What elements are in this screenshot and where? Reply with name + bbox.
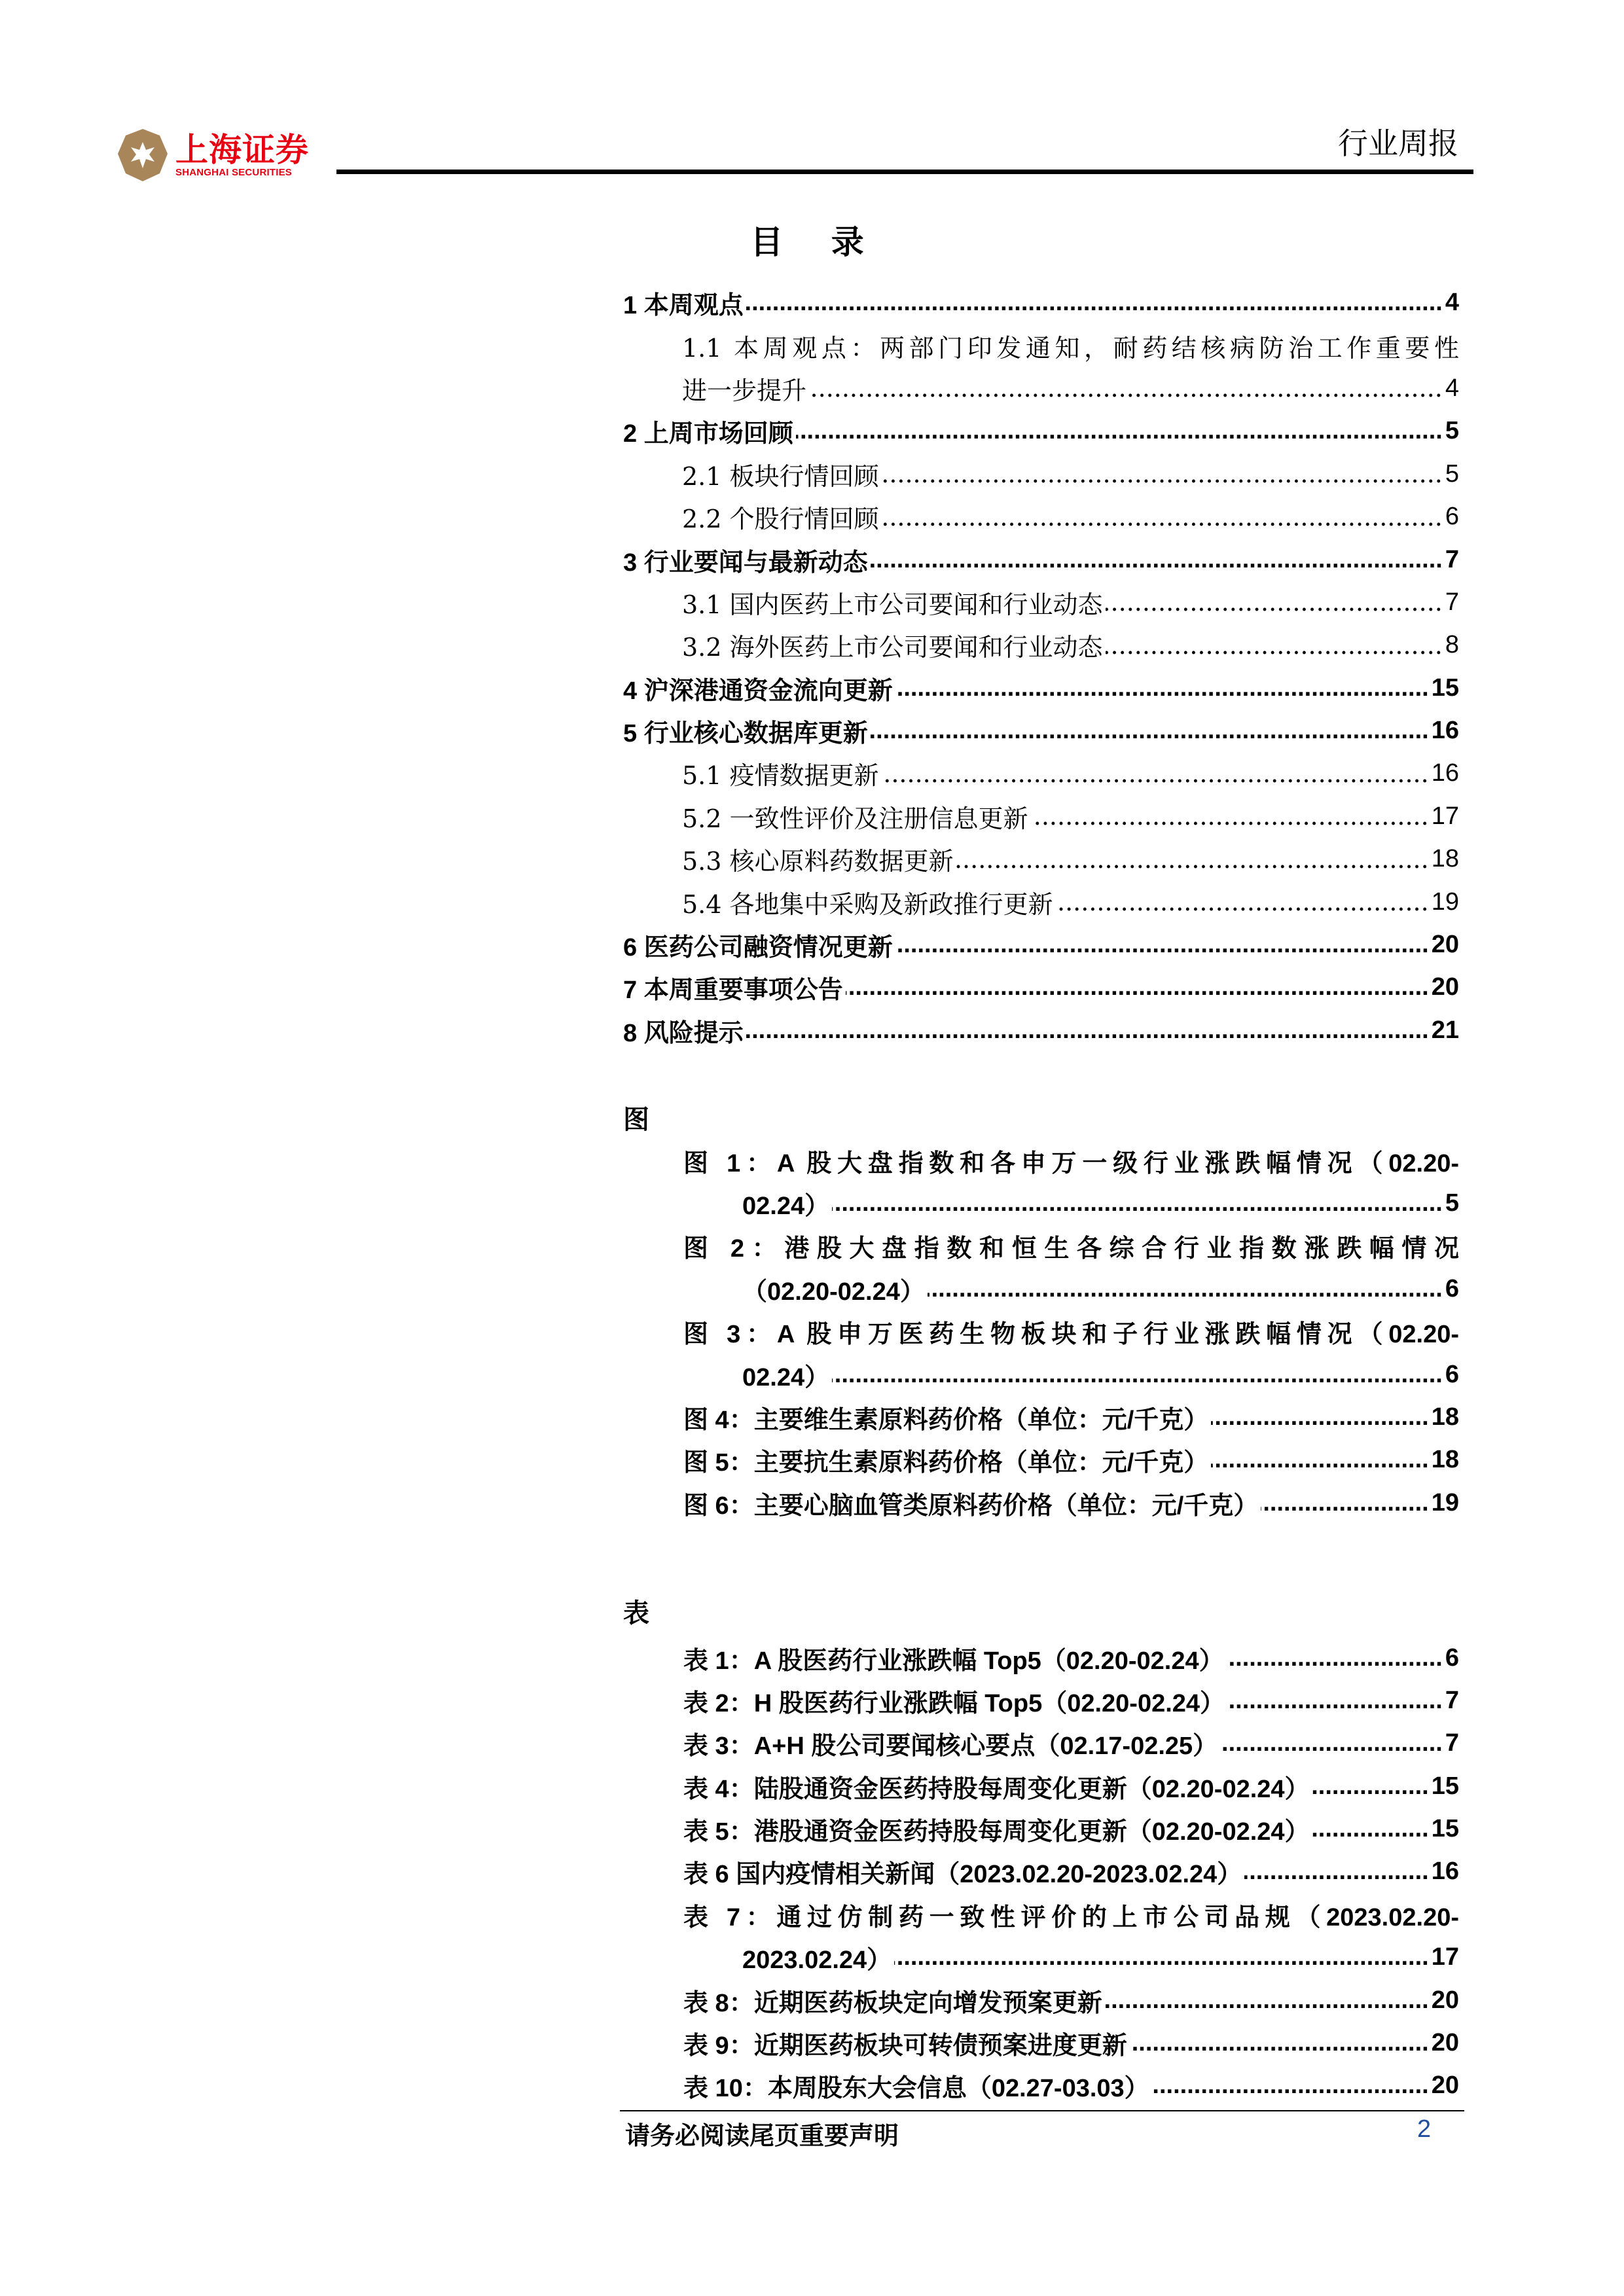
entry-title-continued: （02.20-02.24）	[742, 1278, 925, 1306]
entry-page: 20	[1431, 1986, 1459, 2014]
entry-page: 5	[1445, 1189, 1459, 1217]
entry-page: 16	[1431, 717, 1459, 745]
entry-line	[623, 1936, 1459, 1979]
header-divider	[336, 170, 1473, 174]
entry-title: 5.3 核心原料药数据更新	[682, 847, 954, 876]
entry-title: 1.1 本周观点：两部门印发通知，耐药结核病防治工作重要性	[682, 333, 1459, 363]
entry-title: 表 9：近期医药板块可转债预案进度更新	[683, 2032, 1127, 2060]
logo-chinese-name: 上海证券	[175, 131, 309, 169]
dot-leader	[895, 931, 1429, 959]
table-list-entry[interactable]	[623, 1979, 1459, 2021]
entry-line	[623, 752, 1459, 795]
entry-page: 18	[1431, 1403, 1459, 1431]
entry-title: 3.1 国内医药上市公司要闻和行业动态	[682, 590, 1103, 619]
entry-line	[623, 1310, 1459, 1353]
entry-page: 6	[1445, 1274, 1459, 1302]
report-type: 行业周报	[1338, 126, 1458, 161]
dot-leader	[1031, 802, 1429, 831]
figure-list-entry[interactable]	[623, 1396, 1459, 1439]
entry-page: 7	[1445, 588, 1459, 616]
entry-page: 17	[1431, 802, 1459, 830]
table-list-entry[interactable]	[623, 1850, 1459, 1893]
dot-leader	[1130, 2029, 1429, 2057]
entry-page: 20	[1431, 931, 1459, 959]
table-list-entry[interactable]	[623, 1893, 1459, 1979]
company-logo	[117, 128, 309, 183]
entry-line	[623, 1268, 1459, 1310]
table-list-entry[interactable]	[623, 1808, 1459, 1850]
toc-section-entry[interactable]	[623, 667, 1459, 709]
entry-line	[623, 495, 1459, 538]
dot-leader	[1227, 1687, 1443, 1715]
entry-page: 19	[1431, 888, 1459, 916]
entry-page: 6	[1445, 503, 1459, 531]
dot-leader	[956, 845, 1429, 874]
toc-section-entry[interactable]	[623, 924, 1459, 966]
entry-page: 4	[1445, 289, 1459, 317]
dot-leader	[1261, 1489, 1428, 1517]
page-number: 2	[1417, 2115, 1432, 2143]
figure-list-entry[interactable]	[623, 1439, 1459, 1481]
toc-subsection-entry[interactable]	[623, 581, 1459, 624]
entry-title: 图 1：A 股大盘指数和各申万一级行业涨跌幅情况（02.20-	[683, 1149, 1459, 1177]
entry-page: 19	[1431, 1488, 1459, 1516]
table-list-entry[interactable]	[623, 1722, 1459, 1765]
entry-title: 5.1 疫情数据更新	[682, 761, 879, 791]
figure-list-entry[interactable]	[623, 1139, 1459, 1225]
tables-heading: 表	[623, 1598, 649, 1629]
toc-subsection-entry[interactable]	[623, 624, 1459, 666]
dot-leader	[1211, 1446, 1428, 1474]
logo-emblem-icon	[117, 128, 169, 183]
dot-leader	[882, 759, 1429, 788]
entry-title: 表 8：近期医药板块定向增发预案更新	[683, 1989, 1102, 2017]
entry-line	[623, 1396, 1459, 1439]
entry-line	[623, 709, 1459, 752]
entry-title: 表 7：通过仿制药一致性评价的上市公司品规（2023.02.20-	[683, 1903, 1459, 1931]
toc-section-entry[interactable]	[623, 410, 1459, 452]
toc-title-text: 目 录	[750, 223, 882, 261]
dot-leader	[1211, 1403, 1428, 1431]
toc-title	[0, 216, 1624, 263]
entry-line	[623, 966, 1459, 1009]
dot-leader	[796, 417, 1443, 445]
dot-leader	[894, 1943, 1429, 1971]
entry-line	[623, 1482, 1459, 1524]
toc-subsection-entry[interactable]	[623, 838, 1459, 880]
entry-title: 表 5：港股通资金医药持股每周变化更新（02.20-02.24）	[683, 1818, 1310, 1846]
entry-title: 5.2 一致性评价及注册信息更新	[682, 804, 1028, 833]
entry-title: 表 1：A 股医药行业涨跌幅 Top5（02.20-02.24）	[683, 1647, 1224, 1675]
toc-subsection-entry[interactable]	[623, 453, 1459, 495]
entry-line	[623, 1893, 1459, 1936]
toc-subsection-entry[interactable]	[623, 795, 1459, 838]
toc-subsection-entry[interactable]	[623, 324, 1459, 410]
entry-line	[623, 1636, 1459, 1679]
entry-line	[623, 667, 1459, 709]
dot-leader	[895, 674, 1429, 702]
entry-title: 2 上周市场回顾	[623, 420, 793, 448]
entry-title: 图 6：主要心脑血管类原料药价格（单位：元/千克）	[683, 1492, 1259, 1520]
entry-title: 图 3：A 股申万医药生物板块和子行业涨跌幅情况（02.20-	[683, 1321, 1459, 1349]
table-list-entry[interactable]	[623, 1679, 1459, 1722]
entry-line	[623, 1808, 1459, 1850]
toc-section-entry[interactable]	[623, 1009, 1459, 1052]
dot-leader	[746, 1016, 1429, 1045]
entry-title: 表 3：A+H 股公司要闻核心要点（02.17-02.25）	[683, 1732, 1218, 1761]
entry-title: 3 行业要闻与最新动态	[623, 548, 868, 577]
dot-leader	[1152, 2072, 1429, 2100]
entry-page: 4	[1445, 374, 1459, 402]
table-list-entry[interactable]	[623, 1636, 1459, 1679]
entry-page: 8	[1445, 631, 1459, 659]
entry-page: 15	[1431, 673, 1459, 702]
figure-list-entry[interactable]	[623, 1482, 1459, 1524]
entry-page: 18	[1431, 1446, 1459, 1474]
table-list-entry[interactable]	[623, 2022, 1459, 2064]
figures-heading: 图	[623, 1104, 649, 1136]
dot-leader	[1227, 1644, 1443, 1672]
entry-line	[623, 367, 1459, 410]
table-list-entry[interactable]	[623, 2064, 1459, 2107]
toc-section-entry[interactable]	[623, 281, 1459, 324]
entry-line	[623, 410, 1459, 452]
entry-line	[623, 1439, 1459, 1481]
entry-page: 17	[1431, 1943, 1459, 1971]
dot-leader	[928, 1275, 1443, 1303]
dot-leader	[871, 546, 1443, 574]
entry-line	[623, 453, 1459, 495]
dot-leader	[1106, 631, 1443, 660]
entry-title: 7 本周重要事项公告	[623, 977, 843, 1005]
dot-leader	[746, 289, 1443, 317]
entry-line	[623, 281, 1459, 324]
entry-title: 图 2：港股大盘指数和恒生各综合行业指数涨跌幅情况	[683, 1235, 1459, 1263]
table-list-entry[interactable]	[623, 1765, 1459, 1808]
toc-section-entry[interactable]	[623, 966, 1459, 1009]
entry-line	[623, 880, 1459, 923]
entry-line	[623, 924, 1459, 966]
toc-section-entry[interactable]	[623, 709, 1459, 752]
dot-leader	[809, 374, 1443, 403]
entry-title: 4 沪深港通资金流向更新	[623, 677, 893, 705]
footer-divider	[620, 2110, 1464, 2111]
dot-leader	[1312, 1772, 1429, 1801]
entry-title-continued: 2023.02.24）	[742, 1946, 892, 1975]
entry-line	[623, 624, 1459, 666]
entry-title: 6 医药公司融资情况更新	[623, 934, 893, 962]
entry-title: 表 4：陆股通资金医药持股每周变化更新（02.20-02.24）	[683, 1775, 1310, 1803]
dot-leader	[882, 503, 1443, 531]
entry-title: 图 4：主要维生素原料药价格（单位：元/千克）	[683, 1406, 1209, 1434]
entry-page: 15	[1431, 1772, 1459, 1800]
entry-title: 3.2 海外医药上市公司要闻和行业动态	[682, 633, 1103, 662]
entry-title-continued: 02.24）	[742, 1193, 830, 1220]
figure-list-entry[interactable]	[623, 1310, 1459, 1396]
entry-line	[623, 838, 1459, 880]
entry-page: 7	[1445, 1686, 1459, 1714]
dot-leader	[1220, 1729, 1443, 1757]
entry-title-continued: 02.24）	[742, 1363, 830, 1391]
dot-leader	[1244, 1857, 1428, 1886]
entry-line	[623, 1139, 1459, 1181]
dot-leader	[1056, 888, 1429, 916]
disclaimer-note: 请务必阅读尾页重要声明	[625, 2121, 899, 2150]
entry-page: 20	[1431, 2029, 1459, 2057]
dot-leader	[1312, 1815, 1429, 1843]
entry-line	[623, 795, 1459, 838]
entry-page: 7	[1445, 1729, 1459, 1757]
toc-subsection-entry[interactable]	[623, 880, 1459, 923]
entry-line	[623, 2064, 1459, 2107]
entry-title: 表 10：本周股东大会信息（02.27-03.03）	[683, 2075, 1149, 2103]
entry-page: 6	[1445, 1643, 1459, 1672]
entry-page: 16	[1431, 1857, 1459, 1886]
entry-line	[623, 2022, 1459, 2064]
entry-page: 5	[1445, 417, 1459, 445]
entry-title-continued: 进一步提升	[682, 376, 807, 405]
toc-subsection-entry[interactable]	[623, 495, 1459, 538]
dot-leader	[832, 1361, 1443, 1389]
entry-title: 8 风险提示	[623, 1019, 744, 1047]
entry-line	[623, 1765, 1459, 1808]
entry-page: 16	[1431, 759, 1459, 787]
entry-title: 2.2 个股行情回顾	[682, 505, 879, 534]
entry-line	[623, 1722, 1459, 1765]
entry-page: 15	[1431, 1815, 1459, 1843]
entry-line	[623, 538, 1459, 581]
entry-title: 表 2：H 股医药行业涨跌幅 Top5（02.20-02.24）	[683, 1689, 1225, 1717]
entry-line	[623, 1182, 1459, 1225]
entry-line	[623, 324, 1459, 367]
toc-subsection-entry[interactable]	[623, 752, 1459, 795]
entry-line	[623, 1979, 1459, 2021]
entry-title: 5.4 各地集中采购及新政推行更新	[682, 889, 1053, 919]
entry-page: 5	[1445, 459, 1459, 488]
entry-page: 6	[1445, 1360, 1459, 1388]
entry-page: 20	[1431, 973, 1459, 1001]
entry-page: 7	[1445, 545, 1459, 573]
entry-line	[623, 1225, 1459, 1267]
entry-line	[623, 1353, 1459, 1395]
figure-list-entry[interactable]	[623, 1225, 1459, 1310]
dot-leader	[846, 973, 1429, 1001]
dot-leader	[1106, 588, 1443, 617]
entry-line	[623, 581, 1459, 624]
dot-leader	[882, 459, 1443, 488]
entry-page: 20	[1431, 2072, 1459, 2100]
entry-title: 5 行业核心数据库更新	[623, 720, 868, 748]
entry-page: 18	[1431, 845, 1459, 873]
entry-line	[623, 1679, 1459, 1722]
dot-leader	[1105, 1986, 1429, 2015]
dot-leader	[832, 1189, 1443, 1217]
toc-section-entry[interactable]	[623, 538, 1459, 581]
entry-title: 图 5：主要抗生素原料药价格（单位：元/千克）	[683, 1449, 1209, 1477]
dot-leader	[871, 717, 1429, 745]
logo-english-name: SHANGHAI SECURITIES	[175, 167, 292, 178]
entry-line	[623, 1009, 1459, 1052]
table-of-contents	[623, 281, 1459, 2108]
entry-page: 21	[1431, 1016, 1459, 1044]
entry-title: 2.1 板块行情回顾	[682, 461, 879, 491]
entry-title: 1 本周观点	[623, 292, 744, 320]
entry-line	[623, 1850, 1459, 1893]
entry-title: 表 6 国内疫情相关新闻（2023.02.20-2023.02.24）	[683, 1861, 1242, 1889]
